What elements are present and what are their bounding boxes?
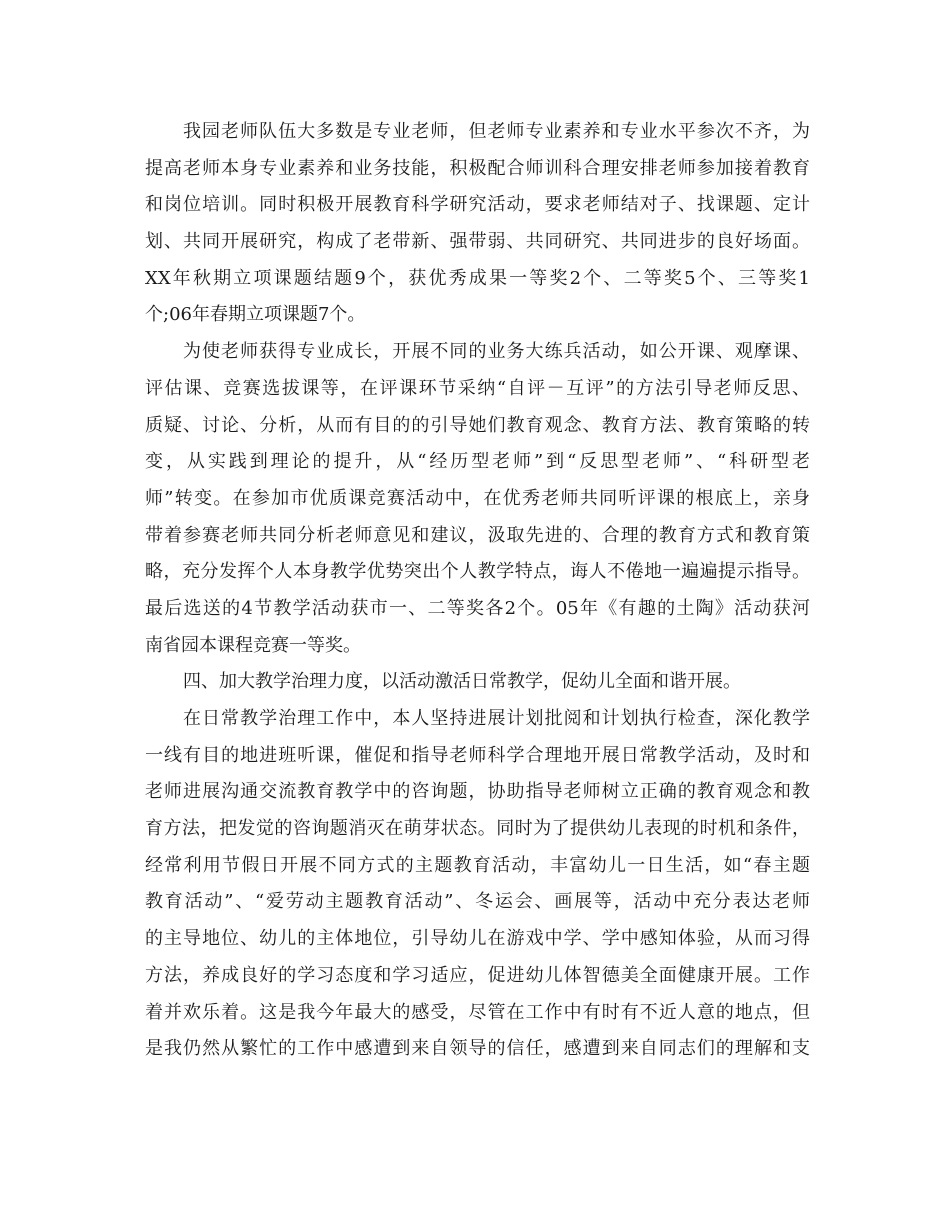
text-line: 教育活动”、“爱劳动主题教育活动”、冬运会、画展等，活动中充分表达老师: [145, 891, 810, 913]
text-line: 变，从实践到理论的提升，从“经历型老师”到“反思型老师”、“科研型老: [145, 451, 810, 473]
text-line: 略，充分发挥个人本身教学优势突出个人教学特点，诲人不倦地一遍遍提示指导。: [145, 561, 810, 583]
document-body: [145, 114, 810, 1068]
text-line: 四、加大教学治理力度，以活动激活日常教学，促幼儿全面和谐开展。: [183, 671, 741, 693]
text-line: 老师进展沟通交流教育教学中的咨询题，协助指导老师树立正确的教育观念和教: [145, 781, 810, 803]
text-line: 为使老师获得专业成长，开展不同的业务大练兵活动，如公开课、观摩课、: [183, 341, 810, 363]
text-line: 南省园本课程竞赛一等奖。: [145, 634, 361, 656]
text-line: 我园老师队伍大多数是专业老师，但老师专业素养和专业水平参次不齐，为: [183, 121, 810, 142]
text-line: 最后选送的4节教学活动获市一、二等奖各2个。05年《有趣的土陶》活动获河: [145, 597, 810, 619]
text-line: 一线有目的地进班听课，催促和指导老师科学合理地开展日常教学活动，及时和: [145, 744, 810, 766]
text-line: 着并欢乐着。这是我今年最大的感受，尽管在工作中有时有不近人意的地点，但: [145, 1001, 810, 1023]
text-line: 方法，养成良好的学习态度和学习适应，促进幼儿体智德美全面健康开展。工作: [145, 964, 810, 986]
text-line: 育方法，把发觉的咨询题消灭在萌芽状态。同时为了提供幼儿表现的时机和条件，: [145, 818, 810, 840]
text-line: 是我仍然从繁忙的工作中感遭到来自领导的信任，感遭到来自同志们的理解和支: [145, 1038, 810, 1060]
text-line: 划、共同开展研究，构成了老带新、强带弱、共同研究、共同进步的良好场面。: [145, 231, 810, 253]
text-line: 经常利用节假日开展不同方式的主题教育活动，丰富幼儿一日生活，如“春主题: [145, 854, 810, 876]
text-line: 提高老师本身专业素养和业务技能，积极配合师训科合理安排老师参加接着教育: [145, 157, 810, 179]
text-line: 和岗位培训。同时积极开展教育科学研究活动，要求老师结对子、找课题、定计: [145, 194, 810, 216]
text-line: 带着参赛老师共同分析老师意见和建议，汲取先进的、合理的教育方式和教育策: [145, 524, 810, 546]
text-line: XX年秋期立项课题结题9个，获优秀成果一等奖2个、二等奖5个、三等奖1: [145, 267, 810, 289]
text-line: 的主导地位、幼儿的主体地位，引导幼儿在游戏中学、学中感知体验，从而习得: [145, 928, 810, 950]
text-line: 评估课、竞赛选拔课等，在评课环节采纳“自评－互评”的方法引导老师反思、: [145, 377, 810, 399]
text-line: 质疑、讨论、分析，从而有目的的引导她们教育观念、教育方法、教育策略的转: [145, 414, 810, 436]
text-line: 师”转变。在参加市优质课竞赛活动中，在优秀老师共同听评课的根底上，亲身: [145, 487, 810, 509]
text-line: 在日常教学治理工作中，本人坚持进展计划批阅和计划执行检查，深化教学: [183, 708, 810, 729]
text-line: 个;06年春期立项课题7个。: [145, 304, 366, 326]
